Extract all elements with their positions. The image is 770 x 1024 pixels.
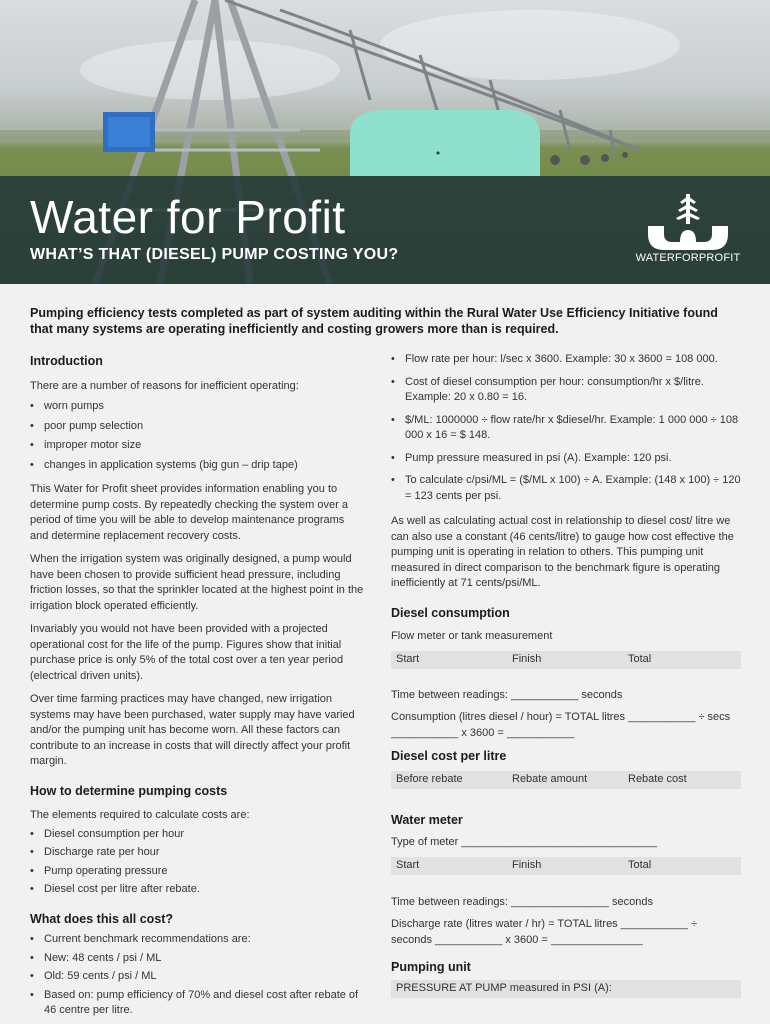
paragraph: The elements required to calculate costs are: — [30, 809, 250, 821]
list-item: • Based on: pump efficiency of 70% and diesel cost after rebate of 46 centre per litre. — [30, 988, 364, 1019]
list-item: • Current benchmark recommendations are: — [30, 932, 364, 948]
list-item: • improper motor size — [30, 438, 364, 454]
reasons-list — [30, 399, 364, 473]
column-label: Total — [628, 652, 652, 665]
form-line: Discharge rate (litres water / hr) = TOTAL litres ___________ ÷ seconds ___________ x 3600 = _______________ — [391, 918, 698, 946]
list-item: • $/ML: 1000000 ÷ flow rate/hr x $diesel/hr. Example: 1 000 000 ÷ 108 000 x 16 = $ 148. — [391, 413, 741, 444]
water-meter-heading: Water meter — [391, 812, 463, 827]
list-item: • Diesel cost per litre after rebate. — [30, 882, 364, 898]
column-label: Start — [396, 858, 420, 871]
paragraph: Over time farming practices may have changed, new irrigation systems may have been purchased, water supply may have varied and/or the pumping unit has become worn. All these factors can contribute to an increase in costs that will directly affect your profit margin. — [30, 693, 355, 767]
list-item: • poor pump selection — [30, 419, 364, 435]
column-label: Rebate cost — [628, 772, 687, 785]
form-line: Consumption (litres diesel / hour) = TOTAL litres ___________ ÷ secs ___________ x 3600 = ___________ — [391, 711, 731, 739]
list-item: • Flow rate per hour: l/sec x 3600. Example: 30 x 3600 = 108 000. — [391, 352, 741, 368]
paragraph: This Water for Profit sheet provides information enabling you to determine pump costs. By repeatedly checking the system over a period of time you will be able to develop maintenance programs and determine replacement recovery costs. — [30, 483, 348, 542]
lead-paragraph: Pumping efficiency tests completed as part of system auditing within the Rural Water Use Efficiency Initiative found that many systems are operating inefficiently and costing growers more than is required. — [30, 306, 718, 336]
page-title: Water for Profit — [30, 191, 346, 243]
right-column — [391, 350, 741, 998]
benchmark-paragraph: As well as calculating actual cost in relationship to diesel cost/ litre we can also use a constant (46 cents/litre) to gauge how cost effective the pumping unit is operating in relation to others. This pumping unit measured in direct comparison to the benchmark figure is operating inefficiently at 71 cents/psi/ML. — [391, 515, 734, 589]
paragraph: When the irrigation system was originally designed, a pump would have been chosen to provide sufficient head pressure, including friction losses, so that the sprinkler located at the highest point in the irrigation block operated efficiently. — [30, 553, 364, 612]
what-cost-heading: What does this all cost? — [30, 911, 174, 926]
list-item: • Cost of diesel consumption per hour: consumption/hr x $/litre. Example: 20 x 0.80 = 16. — [391, 375, 741, 406]
column-label: Before rebate — [396, 772, 463, 785]
paragraph: Invariably you would not have been provided with a projected operational cost for the life of the pump. Figures show that initial purchase price is only 5% of the total cost over a ten year period (electrical driven units). — [30, 623, 344, 682]
logo-text: WATERFORPROFIT — [635, 252, 741, 264]
pumping-unit-heading: Pumping unit — [391, 960, 471, 974]
column-label: Finish — [512, 652, 542, 665]
list-item: • changes in application systems (big gun – drip tape) — [30, 458, 364, 474]
left-column — [30, 350, 364, 1019]
introduction-heading: Introduction — [30, 354, 103, 368]
list-item: • New: 48 cents / psi / ML — [30, 951, 364, 967]
elements-list — [30, 827, 364, 898]
how-to-heading: How to determine pumping costs — [30, 783, 228, 798]
list-item: • Pump operating pressure — [30, 864, 364, 880]
calculation-list — [391, 352, 741, 504]
list-item: • worn pumps — [30, 399, 364, 415]
form-line: Time between readings: ___________ seconds — [391, 688, 623, 701]
diesel-cost-field[interactable] — [391, 771, 741, 789]
list-item: • Diesel consumption per hour — [30, 827, 364, 843]
diesel-cost-heading: Diesel cost per litre — [391, 749, 507, 763]
column-label: Rebate amount — [512, 772, 588, 785]
meter-readings-field[interactable] — [391, 857, 741, 875]
form-line: Time between readings: ________________ seconds — [391, 895, 653, 908]
list-item: • Pump pressure measured in psi (A). Example: 120 psi. — [391, 451, 741, 467]
diesel-consumption-heading: Diesel consumption — [391, 605, 510, 620]
column-label: Finish — [512, 858, 542, 871]
pressure-field[interactable] — [391, 980, 741, 998]
diesel-readings-field[interactable] — [391, 651, 741, 669]
costs-list — [30, 932, 364, 1019]
intro-paragraph: There are a number of reasons for inefficient operating: — [30, 379, 299, 392]
column-label: Start — [396, 652, 420, 665]
page-subtitle: WHAT’S THAT (DIESEL) PUMP COSTING YOU? — [30, 246, 399, 263]
column-label: Total — [628, 858, 652, 871]
list-item: • Old: 59 cents / psi / ML — [30, 969, 364, 985]
field-label: PRESSURE AT PUMP measured in PSI (A): — [396, 981, 612, 994]
list-item: • Discharge rate per hour — [30, 845, 364, 861]
list-item: • To calculate c/psi/ML = ($/ML x 100) ÷ A. Example: (148 x 100) ÷ 120 = 123 cents per psi. — [391, 473, 741, 504]
form-line: Type of meter ________________________________ — [391, 836, 658, 848]
paragraph: Flow meter or tank measurement — [391, 630, 553, 642]
